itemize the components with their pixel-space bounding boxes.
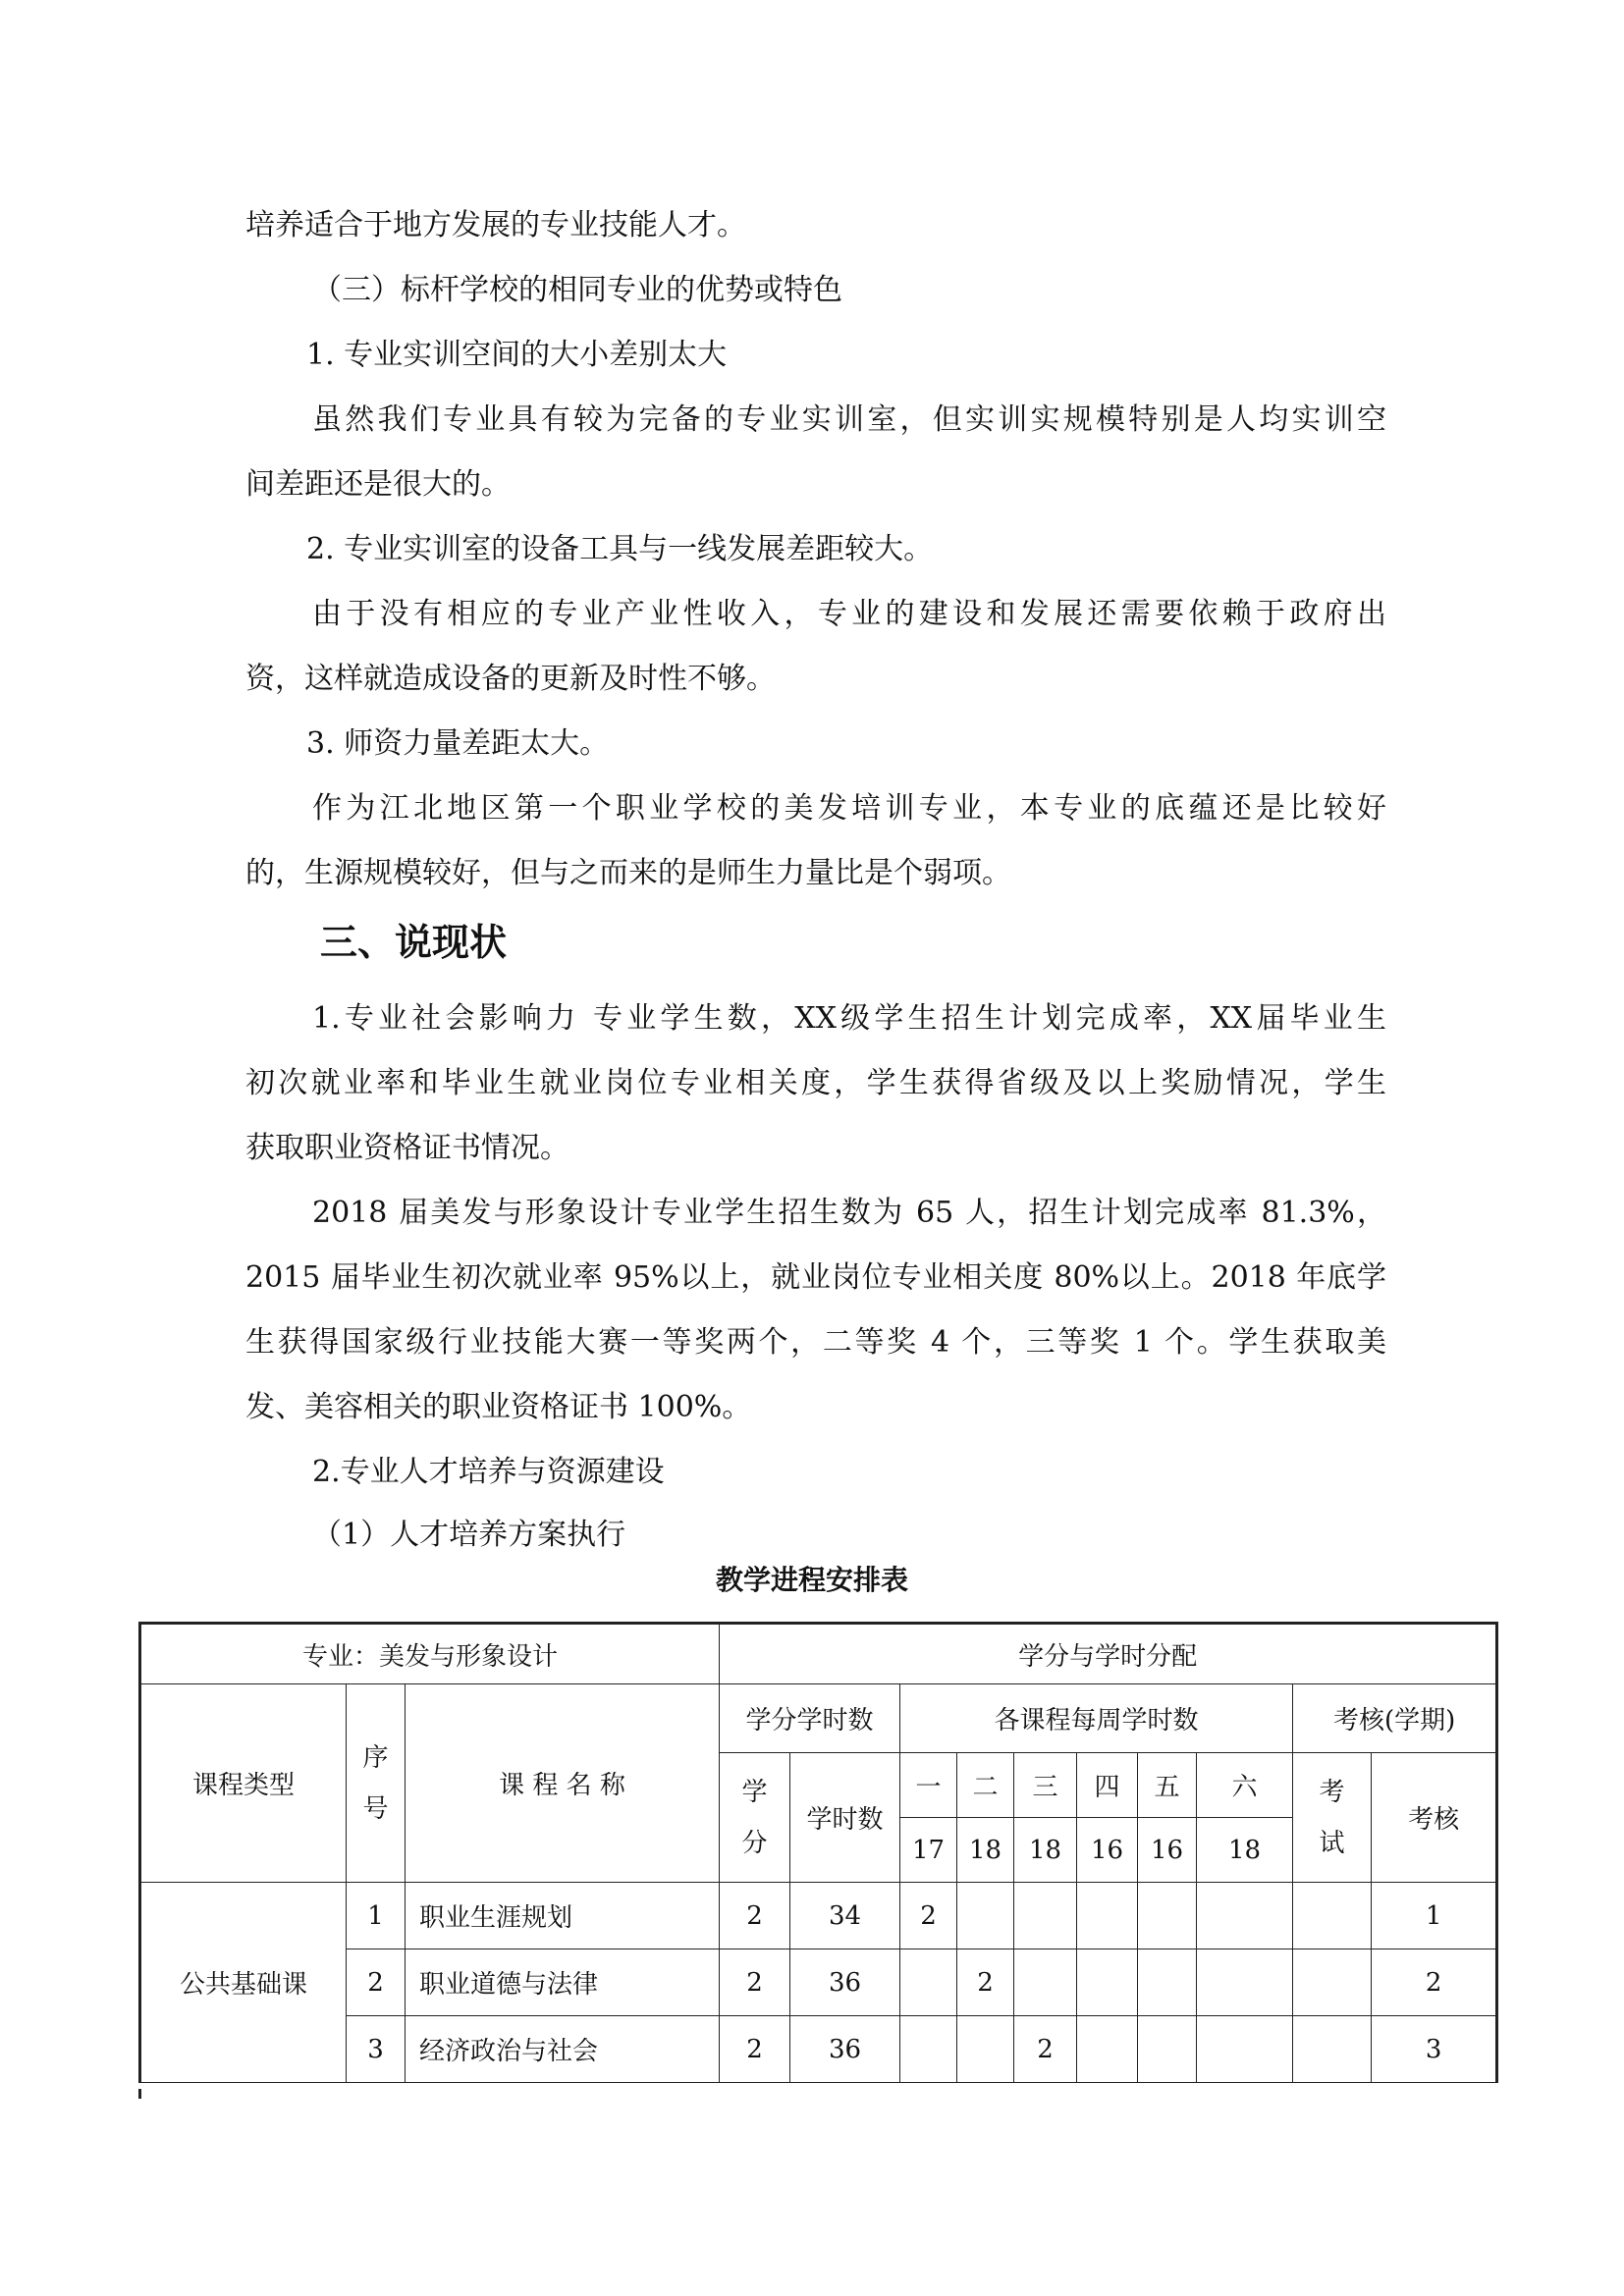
course-category: 公共基础课: [140, 1883, 347, 2083]
exam-header-char: 试: [1319, 1828, 1345, 1858]
week-count: 18: [957, 1818, 1014, 1883]
week-count: 16: [1138, 1818, 1197, 1883]
row-credit: 2: [720, 1949, 790, 2016]
list-item-title: 1. 专业实训空间的大小差别太大: [306, 338, 728, 372]
subsection-heading: （1）人才培养方案执行: [312, 1518, 626, 1552]
paragraph-line: 由于没有相应的专业产业性收入，专业的建设和发展还需要依赖于政府出: [312, 597, 1386, 631]
paragraph-line: 资，这样就造成设备的更新及时性不够。: [245, 662, 776, 696]
row-semester-hours: [1197, 2016, 1293, 2083]
row-semester-hours: [1197, 1949, 1293, 2016]
seq-header: [347, 1684, 406, 1883]
hours-header: 学时数: [790, 1753, 900, 1883]
semester-header: 六: [1197, 1753, 1293, 1818]
row-course-name: 职业生涯规划: [406, 1883, 720, 1949]
row-semester-hours: [1138, 2016, 1197, 2083]
paragraph-line: 作为江北地区第一个职业学校的美发培训专业，本专业的底蕴还是比较好: [312, 791, 1386, 826]
credit-header-char: 分: [741, 1828, 768, 1858]
row-semester-hours: [957, 2016, 1014, 2083]
row-hours: 34: [790, 1883, 900, 1949]
row-semester-hours: 2: [1014, 2016, 1077, 2083]
row-semester-hours: [1138, 1949, 1197, 2016]
paragraph-line: 获取职业资格证书情况。: [245, 1131, 569, 1165]
weekly-hours-header: 各课程每周学时数: [900, 1684, 1293, 1753]
row-course-name: 经济政治与社会: [406, 2016, 720, 2083]
row-hours: 36: [790, 1949, 900, 2016]
table-continuation-edge: [138, 2089, 141, 2099]
section-heading: 三、说现状: [320, 921, 508, 964]
row-seq: 3: [347, 2016, 406, 2083]
row-hours: 36: [790, 2016, 900, 2083]
subsection-heading: 2.专业人才培养与资源建设: [312, 1455, 665, 1489]
paragraph-line: 初次就业率和毕业生就业岗位专业相关度，学生获得省级及以上奖励情况，学生: [245, 1066, 1386, 1100]
exam-header: [1293, 1753, 1372, 1883]
credit-header: [720, 1753, 790, 1883]
paragraph-line: 2015 届毕业生初次就业率 95%以上，就业岗位专业相关度 80%以上。2018 年底学: [245, 1260, 1386, 1295]
paragraph-line: 培养适合于地方发展的专业技能人才。: [245, 208, 746, 242]
row-semester-hours: [957, 1883, 1014, 1949]
row-semester-hours: [1014, 1883, 1077, 1949]
assessment-term-header: 考核(学期): [1293, 1684, 1497, 1753]
row-semester-hours: [900, 2016, 957, 2083]
paragraph-line: 生获得国家级行业技能大赛一等奖两个，二等奖 4 个，三等奖 1 个。学生获取美: [245, 1325, 1386, 1360]
table-row: [140, 1883, 1497, 1949]
row-course-name: 职业道德与法律: [406, 1949, 720, 2016]
course-name-header: 课 程 名 称: [406, 1684, 720, 1883]
check-header: 考核: [1372, 1753, 1497, 1883]
row-semester-hours: [900, 1949, 957, 2016]
table-title: 教学进程安排表: [715, 1564, 908, 1596]
row-semester-hours: [1197, 1883, 1293, 1949]
row-semester-hours: [1014, 1949, 1077, 2016]
paragraph-line: 发、美容相关的职业资格证书 100%。: [245, 1390, 752, 1424]
list-item-title: 2. 专业实训室的设备工具与一线发展差距较大。: [306, 532, 934, 566]
major-cell: 专业：美发与形象设计: [140, 1624, 720, 1684]
allocation-cell: 学分与学时分配: [720, 1624, 1497, 1684]
subsection-heading: （三）标杆学校的相同专业的优势或特色: [312, 273, 842, 307]
row-seq: 1: [347, 1883, 406, 1949]
list-item-title: 3. 师资力量差距太大。: [306, 726, 610, 761]
schedule-table: [138, 1622, 1498, 2083]
seq-header-char: 号: [362, 1793, 389, 1824]
week-count: 17: [900, 1818, 957, 1883]
row-exam: [1293, 1949, 1372, 2016]
seq-header-char: 序: [362, 1742, 389, 1773]
paragraph-line: 间差距还是很大的。: [245, 467, 511, 502]
row-exam: [1293, 1883, 1372, 1949]
row-semester-hours: [1077, 1883, 1138, 1949]
week-count: 18: [1197, 1818, 1293, 1883]
paragraph-line: 1.专业社会影响力 专业学生数，XX级学生招生计划完成率，XX届毕业生: [312, 1001, 1386, 1036]
row-check: 1: [1372, 1883, 1497, 1949]
semester-header: 二: [957, 1753, 1014, 1818]
credit-header-char: 学: [741, 1777, 768, 1807]
week-count: 18: [1014, 1818, 1077, 1883]
semester-header: 三: [1014, 1753, 1077, 1818]
row-check: 2: [1372, 1949, 1497, 2016]
paragraph-line: 虽然我们专业具有较为完备的专业实训室，但实训实规模特别是人均实训空: [312, 402, 1386, 437]
row-seq: 2: [347, 1949, 406, 2016]
paragraph-line: 2018 届美发与形象设计专业学生招生数为 65 人，招生计划完成率 81.3%，: [312, 1196, 1386, 1230]
row-credit: 2: [720, 1883, 790, 1949]
semester-header: 五: [1138, 1753, 1197, 1818]
paragraph-line: 的，生源规模较好，但与之而来的是师生力量比是个弱项。: [245, 856, 1011, 890]
row-check: 3: [1372, 2016, 1497, 2083]
semester-header: 四: [1077, 1753, 1138, 1818]
row-semester-hours: [1077, 2016, 1138, 2083]
credit-hours-header: 学分学时数: [720, 1684, 900, 1753]
row-semester-hours: 2: [900, 1883, 957, 1949]
row-semester-hours: 2: [957, 1949, 1014, 2016]
exam-header-char: 考: [1319, 1777, 1345, 1807]
row-semester-hours: [1138, 1883, 1197, 1949]
row-semester-hours: [1077, 1949, 1138, 2016]
week-count: 16: [1077, 1818, 1138, 1883]
course-type-header: 课程类型: [140, 1684, 347, 1883]
row-credit: 2: [720, 2016, 790, 2083]
semester-header: 一: [900, 1753, 957, 1818]
row-exam: [1293, 2016, 1372, 2083]
